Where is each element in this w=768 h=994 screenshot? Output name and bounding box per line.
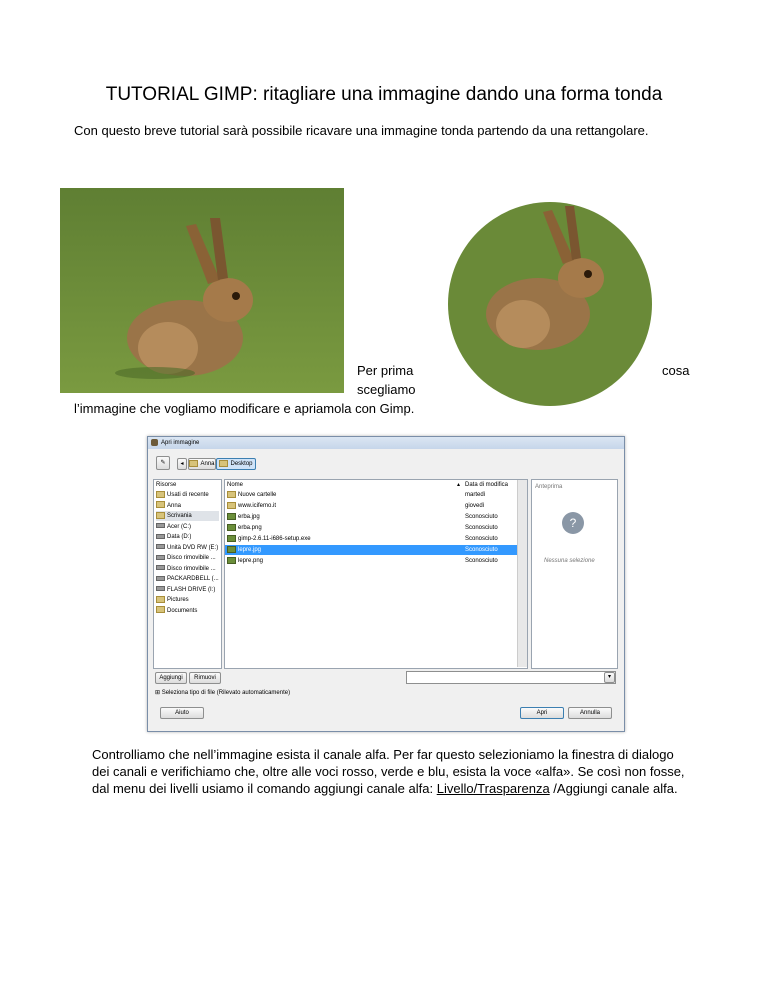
drive-icon xyxy=(156,523,165,528)
file-date: Sconosciuto xyxy=(465,547,498,553)
sort-arrow-icon: ▴ xyxy=(457,482,461,488)
folder-icon xyxy=(189,460,198,467)
recent-icon xyxy=(156,491,165,498)
file-row[interactable] xyxy=(225,501,517,511)
file-row[interactable] xyxy=(225,523,517,533)
places-item[interactable] xyxy=(156,511,219,521)
files-pane xyxy=(224,479,528,669)
file-row[interactable] xyxy=(225,556,517,566)
column-name-header[interactable]: Nome xyxy=(227,482,244,488)
drive-icon xyxy=(156,586,165,591)
file-name: lepre.jpg xyxy=(238,547,262,553)
places-item[interactable] xyxy=(156,585,215,595)
file-row[interactable] xyxy=(225,490,517,500)
path-back-button[interactable] xyxy=(177,458,187,470)
places-item[interactable] xyxy=(156,490,209,500)
folder-icon xyxy=(227,491,236,498)
file-icon xyxy=(227,557,236,564)
step1-line1-left: Per prima xyxy=(357,363,414,378)
no-preview-icon: ? xyxy=(562,512,584,534)
file-name: lepre.png xyxy=(238,558,264,564)
menu-path-link: Livello/Trasparenza xyxy=(436,781,550,796)
folder-icon xyxy=(156,596,165,603)
places-item-label: Disco rimovibile ... xyxy=(167,555,216,561)
page-title: TUTORIAL GIMP: ritagliare una immagine dando una forma tonda xyxy=(105,84,663,105)
file-date: Sconosciuto xyxy=(465,558,498,564)
places-item[interactable] xyxy=(156,574,219,584)
places-item[interactable] xyxy=(156,543,218,553)
folder-icon xyxy=(227,502,236,509)
open-button[interactable]: Apri xyxy=(520,707,564,719)
alpha-channel-tail: /Aggiungi canale alfa. xyxy=(549,781,678,796)
places-item[interactable] xyxy=(156,532,191,542)
places-item-label: Acer (C:) xyxy=(167,523,191,530)
files-scrollbar[interactable] xyxy=(517,480,527,667)
places-item-label: Documents xyxy=(167,607,198,614)
step1-line3: l’immagine che vogliamo modificare e apriamola con Gimp. xyxy=(74,401,415,416)
file-name: Nuove cartelle xyxy=(238,492,277,498)
file-icon xyxy=(227,546,236,553)
column-date-header[interactable]: Data di modifica xyxy=(465,482,509,488)
file-date: Sconosciuto xyxy=(465,514,498,520)
places-header: Risorse xyxy=(156,482,177,488)
folder-icon xyxy=(156,606,165,613)
places-item-label: PACKARDBELL (... xyxy=(167,576,219,582)
file-icon xyxy=(227,535,236,542)
add-bookmark-button[interactable]: Aggiungi xyxy=(155,672,187,684)
file-name: gimp-2.6.11-i686-setup.exe xyxy=(238,536,311,542)
places-item-label: Disco rimovibile ... xyxy=(167,565,216,572)
help-button[interactable]: Aiuto xyxy=(160,707,204,719)
folder-icon xyxy=(156,501,165,508)
file-date: martedì xyxy=(465,492,486,498)
file-name: erba.png xyxy=(238,525,262,531)
remove-bookmark-button[interactable]: Rimuovi xyxy=(189,672,221,684)
drive-icon xyxy=(156,544,165,549)
file-name: erba.jpg xyxy=(238,514,260,520)
places-item[interactable] xyxy=(156,553,216,563)
places-item-label: Anna xyxy=(167,502,182,509)
file-icon xyxy=(227,524,236,531)
folder-icon xyxy=(219,460,228,467)
file-row[interactable] xyxy=(225,512,517,522)
places-item-label: Unità DVD RW (E:) xyxy=(167,544,219,551)
file-date: Sconosciuto xyxy=(465,536,498,542)
drive-icon xyxy=(156,576,165,581)
file-row[interactable] xyxy=(225,545,517,555)
dialog-titlebar xyxy=(148,437,624,449)
pencil-icon: ✎ xyxy=(160,460,166,466)
alpha-channel-text: Controlliamo che nell’immagine esista il canale alfa. Per far questo selezioniamo la finestra di dialogo dei canali e verifichiamo che, oltre alle voci rosso, verde e blu, esista la voce «alfa». Se così non fosse, dal menu dei livelli usiamo il comando aggiungi canale alfa: xyxy=(92,747,685,796)
places-item-label: Scrivania xyxy=(167,513,192,519)
file-date: giovedì xyxy=(465,503,485,509)
preview-header: Anteprima xyxy=(535,484,563,490)
path-anna-button[interactable] xyxy=(188,458,216,470)
path-desktop-button[interactable] xyxy=(216,458,256,470)
path-anna-label: Anna xyxy=(200,461,215,467)
places-item[interactable] xyxy=(156,522,191,532)
places-item[interactable] xyxy=(156,595,189,605)
open-image-dialog xyxy=(147,436,625,732)
places-item[interactable] xyxy=(156,606,197,616)
file-row[interactable] xyxy=(225,534,517,544)
dialog-title: Apri immagine xyxy=(161,440,200,446)
intro-paragraph: Con questo breve tutorial sarà possibile ricavare una immagine tonda partendo da una rettangolare. xyxy=(74,123,649,138)
gimp-icon xyxy=(151,439,158,446)
filter-select[interactable] xyxy=(406,671,616,684)
folder-icon xyxy=(156,512,165,519)
filetype-toggle[interactable] xyxy=(155,689,290,696)
drive-icon xyxy=(156,565,165,570)
places-item[interactable] xyxy=(156,564,216,574)
file-date: Sconosciuto xyxy=(465,525,498,531)
cancel-button[interactable]: Annulla xyxy=(568,707,612,719)
places-item-label: FLASH DRIVE (I:) xyxy=(167,586,216,593)
file-name: www.icifemo.it xyxy=(238,503,277,509)
file-icon xyxy=(227,513,236,520)
places-item-label: Pictures xyxy=(167,597,189,603)
hare-photo-rectangular xyxy=(60,188,344,393)
places-item[interactable] xyxy=(156,501,181,511)
step1-line2: scegliamo xyxy=(357,382,416,397)
chevron-down-icon: ▾ xyxy=(604,672,615,683)
drive-icon xyxy=(156,534,165,539)
chevron-left-icon: ◂ xyxy=(180,461,184,467)
drive-icon xyxy=(156,555,165,560)
places-item-label: Usati di recente xyxy=(167,492,209,498)
expander-icon: ⊞ xyxy=(155,690,161,696)
step1-line1-right: cosa xyxy=(662,363,690,378)
places-pane xyxy=(153,479,222,669)
alpha-channel-paragraph xyxy=(92,746,692,797)
filetype-label: Seleziona tipo di file (Rilevato automaticamente) xyxy=(161,690,291,696)
edit-location-button[interactable] xyxy=(156,456,170,470)
path-desktop-label: Desktop xyxy=(230,461,253,467)
hare-photo-round xyxy=(448,202,652,406)
places-item-label: Data (D:) xyxy=(167,534,192,540)
preview-empty-text: Nessuna selezione xyxy=(544,558,595,564)
preview-pane xyxy=(531,479,618,669)
